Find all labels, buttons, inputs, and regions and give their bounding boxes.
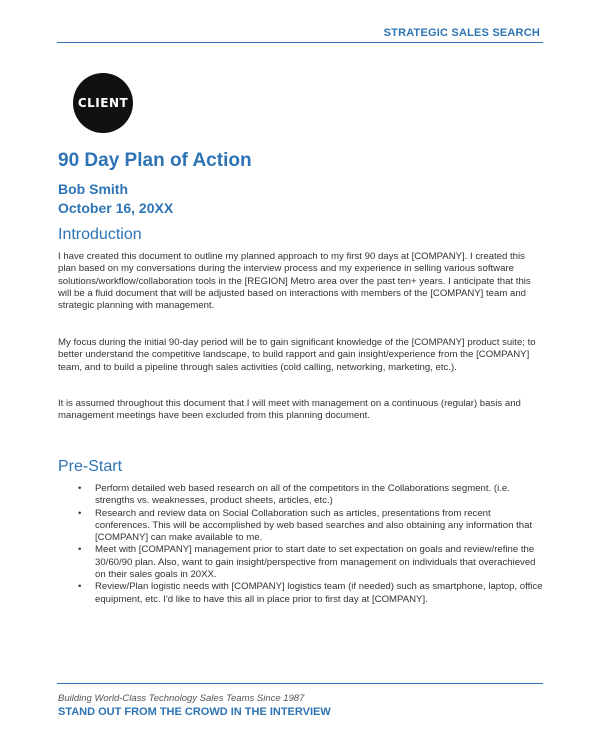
intro-paragraph-3: It is assumed throughout this document that I will meet with management on a continuous (regular) basis and management meetings have been excluded from this planning document. [58,398,521,422]
footer-divider [57,683,543,684]
list-item-text: Meet with [COMPANY] management prior to start date to set expectation on goals and review/refine the 30/60/90 plan. Also, want to gain insight/perspective from management on individuals that overachieved on their sales goals in 20XX. [95,544,536,581]
list-item-text: Review/Plan logistic needs with [COMPANY] logistics team (if needed) such as smartphone, laptop, office equipment, etc. I'd like to have this all in place prior to first day at [COMPANY]. [95,581,543,605]
list-item [58,508,543,545]
header-divider [57,42,543,43]
header-company-name: STRATEGIC SALES SEARCH [383,27,540,39]
intro-paragraph-2: My focus during the initial 90-day period will be to gain significant knowledge of the [COMPANY] product suite; to better understand the competitive landscape, to build rapport and gain insight/experience from the [COMPANY] team, and to build a pipeline through sales activities (cold calling, networking, marketing, etc.). [58,337,536,373]
client-logo-text: CLIENT [77,96,129,110]
list-item [58,544,543,581]
bullet-icon: • [78,581,82,593]
list-item [58,581,543,606]
pre-start-heading: Pre-Start [58,458,123,475]
footer-tagline: Building World-Class Technology Sales Teams Since 1987 [58,693,305,704]
document-date: October 16, 20XX [58,200,174,216]
list-item [58,483,543,508]
introduction-heading: Introduction [58,226,142,243]
client-logo [73,73,133,133]
intro-paragraph-1: I have created this document to outline my planned approach to my first 90 days at [COMPANY]. I created this plan based on my conversations during the interview process and my experience in selling various software solutions/workflow/collaboration tools in the [REGION] Metro area over the past ten+ years. I anticipate that this will be a fluid document that will be adjusted based on interactions with members of the [COMPANY] team and strategic planning with management. [58,251,531,312]
pre-start-list [58,483,543,606]
bullet-icon: • [78,544,82,556]
list-item-text: Perform detailed web based research on all of the competitors in the Collaborations segment. (i.e. strengths vs. weaknesses, product sheets, articles, etc.) [95,483,510,507]
document-title: 90 Day Plan of Action [58,150,252,171]
bullet-icon: • [78,507,82,519]
bullet-icon: • [78,483,82,494]
footer-slogan: STAND OUT FROM THE CROWD IN THE INTERVIEW [58,706,331,718]
author-name: Bob Smith [58,181,128,197]
list-item-text: Research and review data on Social Collaboration such as articles, presentations from recent conferences. This will be accomplished by web based searches and also obtaining any information that [COMPANY] can make available to me. [95,507,533,544]
